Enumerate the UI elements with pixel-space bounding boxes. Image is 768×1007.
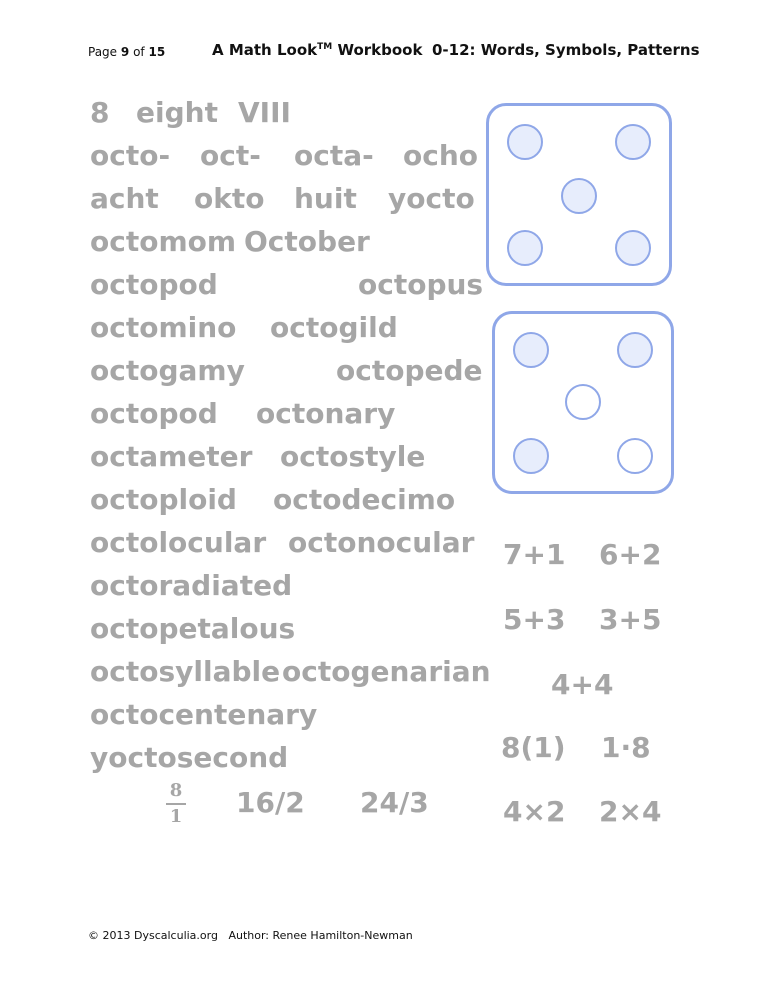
word-line (90, 268, 484, 311)
word: yocto (388, 182, 475, 215)
word-line (90, 139, 479, 182)
product-expression: 8(1) (501, 731, 566, 764)
sum-expression: 7+1 (503, 538, 566, 571)
die-pip-empty (565, 384, 601, 420)
word: huit (294, 182, 357, 215)
word-line (90, 397, 470, 440)
word: octopus (358, 268, 484, 301)
copyright-text: © 2013 Dyscalculia.org (88, 929, 218, 942)
sum-expression: 4+4 (551, 668, 614, 701)
word-line (90, 741, 470, 784)
word: octopetalous (90, 612, 296, 645)
title-text: A Math Look (212, 41, 318, 59)
product-expression: 4×2 (503, 795, 566, 828)
page-total: 15 (148, 45, 166, 59)
word-line (90, 612, 470, 655)
word: octameter (90, 440, 253, 473)
fraction-numerator: 8 (169, 780, 183, 801)
word: octolocular (90, 526, 267, 559)
word-line (90, 655, 491, 698)
die-pip (507, 124, 543, 160)
word-line (90, 698, 470, 741)
word: octogild (270, 311, 398, 344)
page-of: of (133, 45, 145, 59)
word-line (90, 440, 470, 483)
word-line (90, 96, 470, 139)
word: October (244, 225, 370, 258)
fraction-denominator: 1 (169, 806, 183, 827)
word-line (90, 569, 470, 612)
author-text: Author: Renee Hamilton-Newman (228, 929, 413, 942)
word: octocentenary (90, 698, 318, 731)
fraction-bar (166, 803, 186, 805)
die-pip (507, 230, 543, 266)
division-expression: 24/3 (360, 786, 429, 819)
die-pip (617, 332, 653, 368)
word: 8 (90, 96, 110, 129)
page-current: 9 (120, 45, 130, 59)
word: octosyllable (90, 655, 281, 688)
word: octo- (90, 139, 171, 172)
die-three-filled-two-empty (492, 311, 674, 494)
word-line (90, 311, 470, 354)
word: octonary (256, 397, 396, 430)
die-pip (513, 332, 549, 368)
die-five-filled (486, 103, 672, 286)
sum-expression: 6+2 (599, 538, 662, 571)
page-number (88, 45, 165, 59)
word: octopede (336, 354, 483, 387)
die-pip-empty (617, 438, 653, 474)
word: ocho (403, 139, 479, 172)
word-line (90, 182, 475, 225)
product-expression: 1·8 (601, 731, 651, 764)
page-footer (88, 929, 413, 942)
product-expression: 2×4 (599, 795, 662, 828)
word: VIII (238, 96, 291, 129)
word: eight (136, 96, 218, 129)
sum-expression: 3+5 (599, 603, 662, 636)
word: octodecimo (273, 483, 456, 516)
word: octomino (90, 311, 237, 344)
word-line (90, 483, 470, 526)
word-line (90, 526, 475, 569)
workbook-title (212, 41, 422, 59)
section-title: 0-12: Words, Symbols, Patterns (432, 41, 700, 59)
word-line (90, 225, 470, 268)
word: yoctosecond (90, 741, 289, 774)
word: octomom (90, 225, 237, 258)
word: acht (90, 182, 159, 215)
page-header (0, 40, 768, 64)
trademark-mark: TM (317, 42, 333, 52)
word: octoploid (90, 483, 237, 516)
fraction-eight-over-one (166, 780, 186, 828)
die-pip (615, 230, 651, 266)
division-expression: 16/2 (236, 786, 305, 819)
die-pip (615, 124, 651, 160)
word: octostyle (280, 440, 426, 473)
word: octonocular (288, 526, 475, 559)
word: octogenarian (282, 655, 491, 688)
word: octa- (294, 139, 374, 172)
sum-expression: 5+3 (503, 603, 566, 636)
die-pip (513, 438, 549, 474)
word: octoradiated (90, 569, 293, 602)
word: octogamy (90, 354, 245, 387)
word: okto (194, 182, 265, 215)
title-suffix: Workbook (332, 41, 423, 59)
page-label: Page (88, 45, 118, 59)
die-pip (561, 178, 597, 214)
word: octopod (90, 268, 218, 301)
word: octopod (90, 397, 218, 430)
word-line (90, 354, 483, 397)
word: oct- (200, 139, 261, 172)
